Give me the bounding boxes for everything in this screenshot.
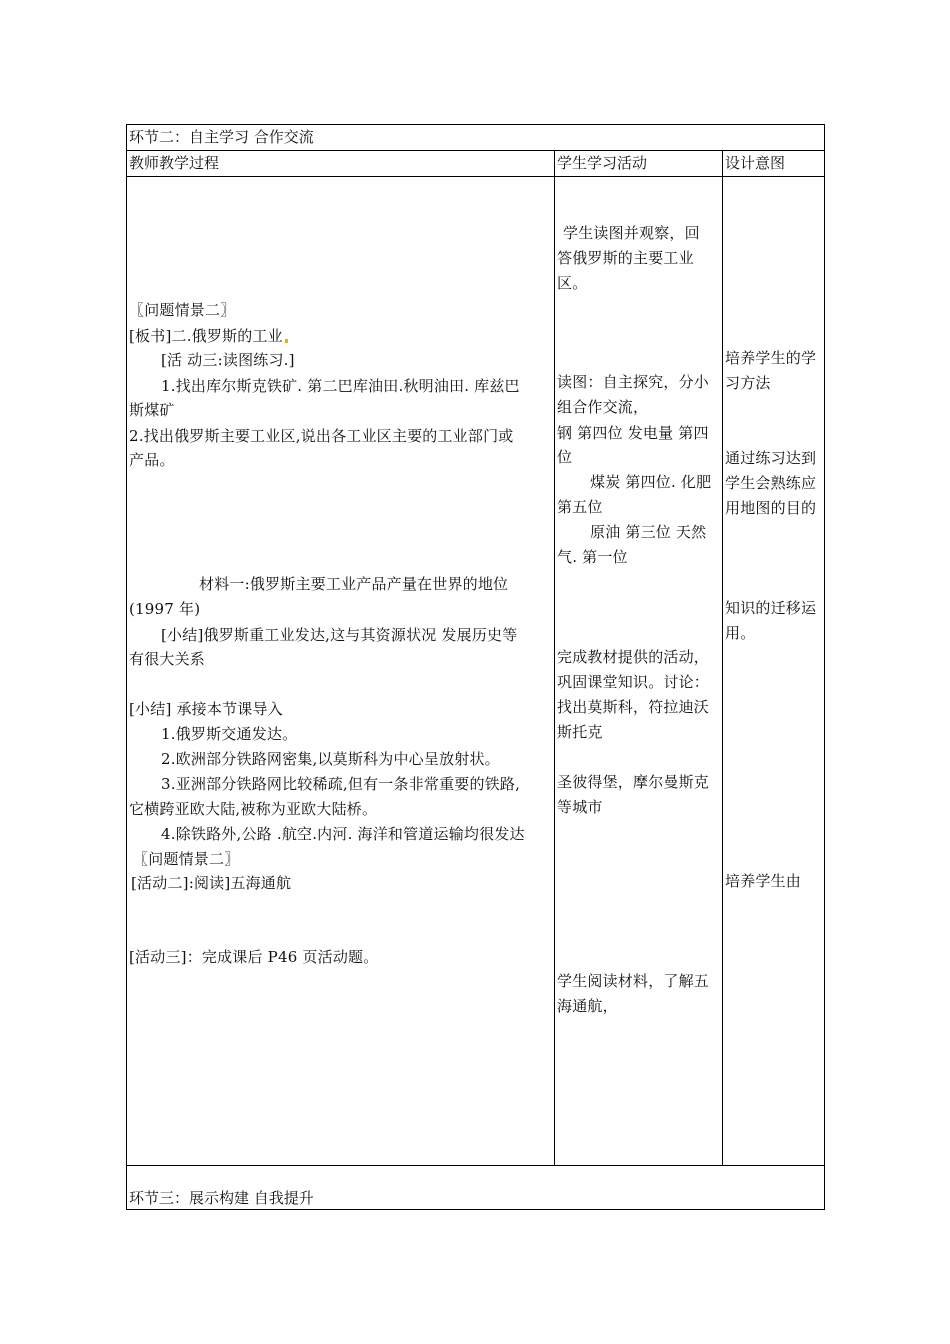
section-title: 环节二：自主学习 合作交流 bbox=[129, 128, 314, 146]
teacher-line: 产品。 bbox=[129, 451, 175, 469]
student-line: 答俄罗斯的主要工业 bbox=[557, 249, 694, 267]
row-divider bbox=[127, 150, 824, 151]
student-line: 海通航， bbox=[557, 997, 618, 1015]
teacher-line: 3.亚洲部分铁路网比较稀疏,但有一条非常重要的铁路, bbox=[161, 775, 521, 793]
teacher-line: 2.找出俄罗斯主要工业区,说出各工业区主要的工业部门或 bbox=[129, 427, 514, 445]
teacher-column-header: 教师教学过程 bbox=[129, 154, 220, 172]
teacher-line: [小结] 承接本节课导入 bbox=[129, 700, 283, 718]
student-line: 读图：自主探究，分小 bbox=[557, 373, 710, 391]
design-line: 通过练习达到 bbox=[725, 449, 817, 467]
student-line: 学生读图并观察，回 bbox=[563, 224, 700, 242]
row-divider bbox=[127, 176, 824, 177]
teacher-line: 1.找出库尔斯克铁矿. 第二巴库油田.秋明油田. 库兹巴 bbox=[161, 377, 520, 395]
design-line: 用。 bbox=[725, 624, 756, 642]
student-line: 巩固课堂知识。讨论： bbox=[557, 673, 710, 691]
student-line: 完成教材提供的活动， bbox=[557, 648, 710, 666]
student-line: 区。 bbox=[557, 274, 588, 292]
student-line: 圣彼得堡，摩尔曼斯克 bbox=[557, 773, 710, 791]
teacher-line: [活 动三:读图练习.] bbox=[161, 351, 295, 369]
design-line: 培养学生的学 bbox=[725, 349, 817, 367]
student-line: 煤炭 第四位. 化肥 bbox=[590, 473, 712, 491]
lesson-plan-table bbox=[126, 124, 825, 1210]
design-column-header: 设计意图 bbox=[725, 154, 786, 172]
teacher-line: [板书]二.俄罗斯的工业 bbox=[129, 324, 288, 348]
student-line: 斯托克 bbox=[557, 723, 603, 741]
column-divider bbox=[554, 150, 555, 1165]
student-line: 气. 第一位 bbox=[557, 548, 628, 566]
teacher-line: [活动二]:阅读]五海通航 bbox=[131, 874, 292, 892]
student-line: 学生阅读材料，了解五 bbox=[557, 972, 710, 990]
row-divider bbox=[127, 1165, 824, 1166]
teacher-line: (1997 年) bbox=[129, 600, 201, 618]
column-divider bbox=[722, 150, 723, 1165]
design-line: 习方法 bbox=[725, 374, 771, 392]
teacher-line: 〖问题情景二〗 bbox=[129, 301, 236, 319]
teacher-line: 〖问题情景二〗 bbox=[133, 850, 240, 868]
teacher-line: 1.俄罗斯交通发达。 bbox=[161, 725, 298, 743]
teacher-line: 材料一:俄罗斯主要工业产品产量在世界的地位 bbox=[199, 575, 509, 593]
design-line: 培养学生由 bbox=[725, 872, 802, 890]
student-line: 等城市 bbox=[557, 798, 603, 816]
student-line: 找出莫斯科，符拉迪沃 bbox=[557, 698, 710, 716]
teacher-line: [活动三]：完成课后 P46 页活动题。 bbox=[129, 948, 379, 966]
section-title: 环节三：展示构建 自我提升 bbox=[129, 1189, 314, 1207]
design-line: 用地图的目的 bbox=[725, 499, 817, 517]
design-line: 学生会熟练应 bbox=[725, 474, 817, 492]
student-column-header: 学生学习活动 bbox=[557, 154, 648, 172]
teacher-line: 4.除铁路外,公路 .航空.内河. 海洋和管道运输均很发达 bbox=[161, 825, 525, 843]
student-line: 第五位 bbox=[557, 498, 603, 516]
teacher-line: 它横跨亚欧大陆,被称为亚欧大陆桥。 bbox=[129, 800, 378, 818]
teacher-line: 有很大关系 bbox=[129, 650, 206, 668]
teacher-line: 斯煤矿 bbox=[129, 401, 175, 419]
teacher-line: [小结]俄罗斯重工业发达,这与其资源状况 发展历史等 bbox=[161, 626, 518, 644]
student-line: 位 bbox=[557, 448, 573, 466]
design-line: 知识的迁移运 bbox=[725, 599, 817, 617]
student-line: 组合作交流， bbox=[557, 398, 649, 416]
student-line: 钢 第四位 发电量 第四 bbox=[557, 424, 709, 442]
student-line: 原油 第三位 天然 bbox=[590, 523, 707, 541]
teacher-line: 2.欧洲部分铁路网密集,以莫斯科为中心呈放射状。 bbox=[161, 750, 500, 768]
